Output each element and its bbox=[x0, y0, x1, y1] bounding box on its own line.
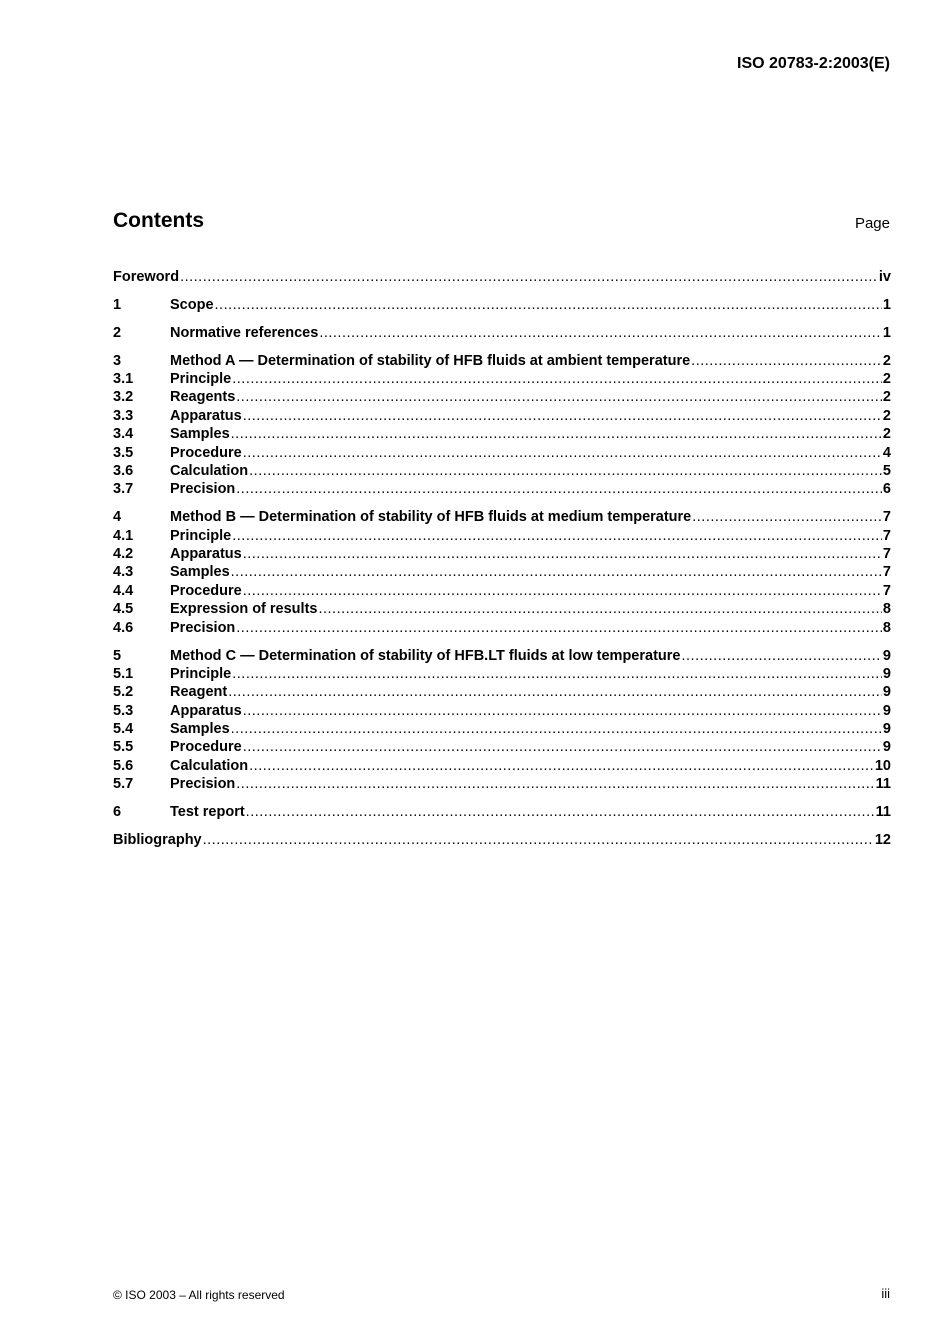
toc-dot-leader bbox=[231, 425, 882, 443]
toc-entry-page: 12 bbox=[874, 832, 891, 849]
toc-entry-number: 5 bbox=[113, 647, 122, 664]
toc-dot-leader bbox=[232, 527, 882, 545]
toc-entry-number: 3.5 bbox=[113, 444, 134, 461]
toc-entry-page: 9 bbox=[882, 739, 891, 756]
toc-entry[interactable] bbox=[113, 388, 891, 406]
toc-entry-title: Method B — Determination of stability of HFB fluids at medium temperature bbox=[170, 509, 692, 526]
toc-entry-title: Reagents bbox=[170, 389, 236, 406]
toc-entry[interactable] bbox=[113, 545, 891, 563]
toc-entry[interactable] bbox=[113, 462, 891, 480]
toc-entry-number: 3.1 bbox=[113, 371, 134, 388]
toc-dot-leader bbox=[243, 738, 882, 756]
toc-dot-leader bbox=[681, 647, 881, 665]
toc-entry-title: Procedure bbox=[170, 444, 242, 461]
toc-entry-title: Reagent bbox=[170, 684, 228, 701]
toc-entry-title: Scope bbox=[170, 296, 214, 313]
toc-dot-leader bbox=[231, 563, 882, 581]
toc-entry-number: 5.7 bbox=[113, 776, 134, 793]
toc-dot-leader bbox=[232, 665, 882, 683]
footer-copyright: © ISO 2003 – All rights reserved bbox=[113, 1288, 285, 1302]
toc-group bbox=[113, 831, 891, 849]
toc-dot-leader bbox=[236, 480, 882, 498]
toc-entry-page: 5 bbox=[882, 463, 891, 480]
toc-entry-number: 3.2 bbox=[113, 389, 134, 406]
toc-dot-leader bbox=[228, 683, 882, 701]
toc-entry-number: 4.3 bbox=[113, 564, 134, 581]
toc-entry-page: 2 bbox=[882, 352, 891, 369]
toc-entry-number: 4.6 bbox=[113, 619, 134, 636]
toc-entry-number: 5.6 bbox=[113, 757, 134, 774]
toc-entry[interactable] bbox=[113, 757, 891, 775]
toc-entry-title: Samples bbox=[170, 721, 230, 738]
toc-entry[interactable] bbox=[113, 444, 891, 462]
toc-dot-leader bbox=[203, 831, 874, 849]
toc-dot-leader bbox=[243, 582, 882, 600]
toc-entry-number: 6 bbox=[113, 804, 122, 821]
toc-dot-leader bbox=[180, 268, 878, 286]
page-column-label: Page bbox=[854, 215, 890, 232]
toc-entry-title: Precision bbox=[170, 481, 236, 498]
toc-entry-number: 5.5 bbox=[113, 739, 134, 756]
toc-entry[interactable] bbox=[113, 775, 891, 793]
toc-entry-page: 2 bbox=[882, 407, 891, 424]
toc-entry-title: Apparatus bbox=[170, 407, 242, 424]
toc-entry-page: 2 bbox=[882, 371, 891, 388]
toc-dot-leader bbox=[246, 803, 875, 821]
toc-entry-number: 5.4 bbox=[113, 721, 134, 738]
toc-entry[interactable] bbox=[113, 600, 891, 618]
toc-entry-page: 2 bbox=[882, 426, 891, 443]
toc-entry[interactable] bbox=[113, 720, 891, 738]
toc-entry[interactable] bbox=[113, 582, 891, 600]
toc-entry-number: 5.1 bbox=[113, 665, 134, 682]
toc-group bbox=[113, 296, 891, 314]
toc-entry-number: 4.4 bbox=[113, 582, 134, 599]
toc-entry-number: 5.3 bbox=[113, 702, 134, 719]
toc-entry-page: 7 bbox=[882, 582, 891, 599]
toc-group bbox=[113, 647, 891, 794]
toc-dot-leader bbox=[236, 388, 882, 406]
toc-group bbox=[113, 508, 891, 637]
toc-dot-leader bbox=[243, 545, 882, 563]
toc-entry[interactable] bbox=[113, 425, 891, 443]
toc-group bbox=[113, 268, 891, 286]
toc-entry-number: 3.7 bbox=[113, 481, 134, 498]
toc-entry-title: Procedure bbox=[170, 739, 242, 756]
toc-dot-leader bbox=[243, 444, 882, 462]
toc-entry[interactable] bbox=[113, 352, 891, 370]
toc-dot-leader bbox=[318, 600, 881, 618]
footer-page-number: iii bbox=[881, 1286, 890, 1301]
toc-entry-title: Calculation bbox=[170, 463, 249, 480]
toc-dot-leader bbox=[691, 352, 882, 370]
toc-entry[interactable] bbox=[113, 324, 891, 342]
toc-entry-number: 4 bbox=[113, 509, 122, 526]
toc-entry-title: Test report bbox=[170, 804, 245, 821]
toc-entry-page: 9 bbox=[882, 665, 891, 682]
toc-dot-leader bbox=[215, 296, 882, 314]
toc-entry-title: Samples bbox=[170, 564, 230, 581]
toc-entry-page: 9 bbox=[882, 721, 891, 738]
toc-entry-title: Calculation bbox=[170, 757, 249, 774]
toc-entry-number: 4.2 bbox=[113, 546, 134, 563]
toc-entry-page: 7 bbox=[882, 546, 891, 563]
toc-entry[interactable] bbox=[113, 480, 891, 498]
toc-entry[interactable] bbox=[113, 738, 891, 756]
toc-entry-title: Precision bbox=[170, 776, 236, 793]
toc-entry[interactable] bbox=[113, 268, 891, 286]
toc-entry-number: 3 bbox=[113, 352, 122, 369]
toc-dot-leader bbox=[243, 407, 882, 425]
toc-group bbox=[113, 324, 891, 342]
toc-dot-leader bbox=[249, 757, 874, 775]
toc-entry-page: 8 bbox=[882, 601, 891, 618]
contents-title: Contents bbox=[113, 209, 204, 232]
toc-entry-number: 3.3 bbox=[113, 407, 134, 424]
toc-entry-title: Procedure bbox=[170, 582, 242, 599]
toc-entry-number: 2 bbox=[113, 324, 122, 341]
toc-entry-title: Method A — Determination of stability of HFB fluids at ambient temperature bbox=[170, 352, 691, 369]
toc-entry[interactable] bbox=[113, 702, 891, 720]
toc-entry[interactable] bbox=[113, 527, 891, 545]
document-id: ISO 20783-2:2003(E) bbox=[737, 55, 890, 72]
toc-entry-title: Bibliography bbox=[113, 832, 202, 849]
toc-dot-leader bbox=[231, 720, 882, 738]
toc-dot-leader bbox=[232, 370, 882, 388]
toc-entry-page: 4 bbox=[882, 444, 891, 461]
toc-entry[interactable] bbox=[113, 683, 891, 701]
toc-entry-number: 1 bbox=[113, 296, 122, 313]
toc-entry-title: Samples bbox=[170, 426, 230, 443]
toc-entry-page: 7 bbox=[882, 509, 891, 526]
toc-entry-title: Principle bbox=[170, 665, 232, 682]
toc-entry-page: 1 bbox=[882, 324, 891, 341]
toc-entry-page: 11 bbox=[875, 776, 891, 793]
toc-entry[interactable] bbox=[113, 296, 891, 314]
toc-dot-leader bbox=[236, 775, 874, 793]
toc-dot-leader bbox=[319, 324, 882, 342]
toc-entry-page: 7 bbox=[882, 564, 891, 581]
toc-entry-title: Method C — Determination of stability of HFB.LT fluids at low temperature bbox=[170, 647, 681, 664]
toc-entry[interactable] bbox=[113, 803, 891, 821]
toc-entry-page: iv bbox=[878, 269, 891, 285]
toc-entry[interactable] bbox=[113, 370, 891, 388]
toc-group bbox=[113, 352, 891, 499]
toc-entry-number: 3.4 bbox=[113, 426, 134, 443]
toc-entry-title: Normative references bbox=[170, 324, 319, 341]
toc-entry-title: Principle bbox=[170, 371, 232, 388]
toc-dot-leader bbox=[236, 619, 882, 637]
toc-entry-page: 9 bbox=[882, 647, 891, 664]
toc-entry-number: 3.6 bbox=[113, 463, 134, 480]
toc-entry-title: Principle bbox=[170, 527, 232, 544]
toc-entry-title: Expression of results bbox=[170, 601, 318, 618]
toc-entry-page: 8 bbox=[882, 619, 891, 636]
toc-entry-page: 9 bbox=[882, 702, 891, 719]
toc-group bbox=[113, 803, 891, 821]
toc-entry-title: Foreword bbox=[113, 269, 180, 285]
toc-entry[interactable] bbox=[113, 508, 891, 526]
toc-entry[interactable] bbox=[113, 665, 891, 683]
toc-entry-number: 4.5 bbox=[113, 601, 134, 618]
toc-dot-leader bbox=[692, 508, 882, 526]
table-of-contents bbox=[113, 268, 891, 859]
toc-dot-leader bbox=[243, 702, 882, 720]
toc-entry[interactable] bbox=[113, 619, 891, 637]
toc-entry-title: Precision bbox=[170, 619, 236, 636]
toc-entry-number: 5.2 bbox=[113, 684, 134, 701]
toc-dot-leader bbox=[249, 462, 882, 480]
toc-entry-page: 6 bbox=[882, 481, 891, 498]
toc-entry-page: 1 bbox=[882, 296, 891, 313]
toc-entry-number: 4.1 bbox=[113, 527, 134, 544]
toc-entry-page: 2 bbox=[882, 389, 891, 406]
toc-entry-page: 10 bbox=[874, 757, 891, 774]
toc-entry[interactable] bbox=[113, 831, 891, 849]
toc-entry-page: 11 bbox=[875, 804, 891, 821]
toc-entry[interactable] bbox=[113, 647, 891, 665]
toc-entry-title: Apparatus bbox=[170, 702, 242, 719]
toc-entry-title: Apparatus bbox=[170, 546, 242, 563]
toc-entry[interactable] bbox=[113, 407, 891, 425]
toc-entry[interactable] bbox=[113, 563, 891, 581]
toc-entry-page: 7 bbox=[882, 527, 891, 544]
toc-entry-page: 9 bbox=[882, 684, 891, 701]
